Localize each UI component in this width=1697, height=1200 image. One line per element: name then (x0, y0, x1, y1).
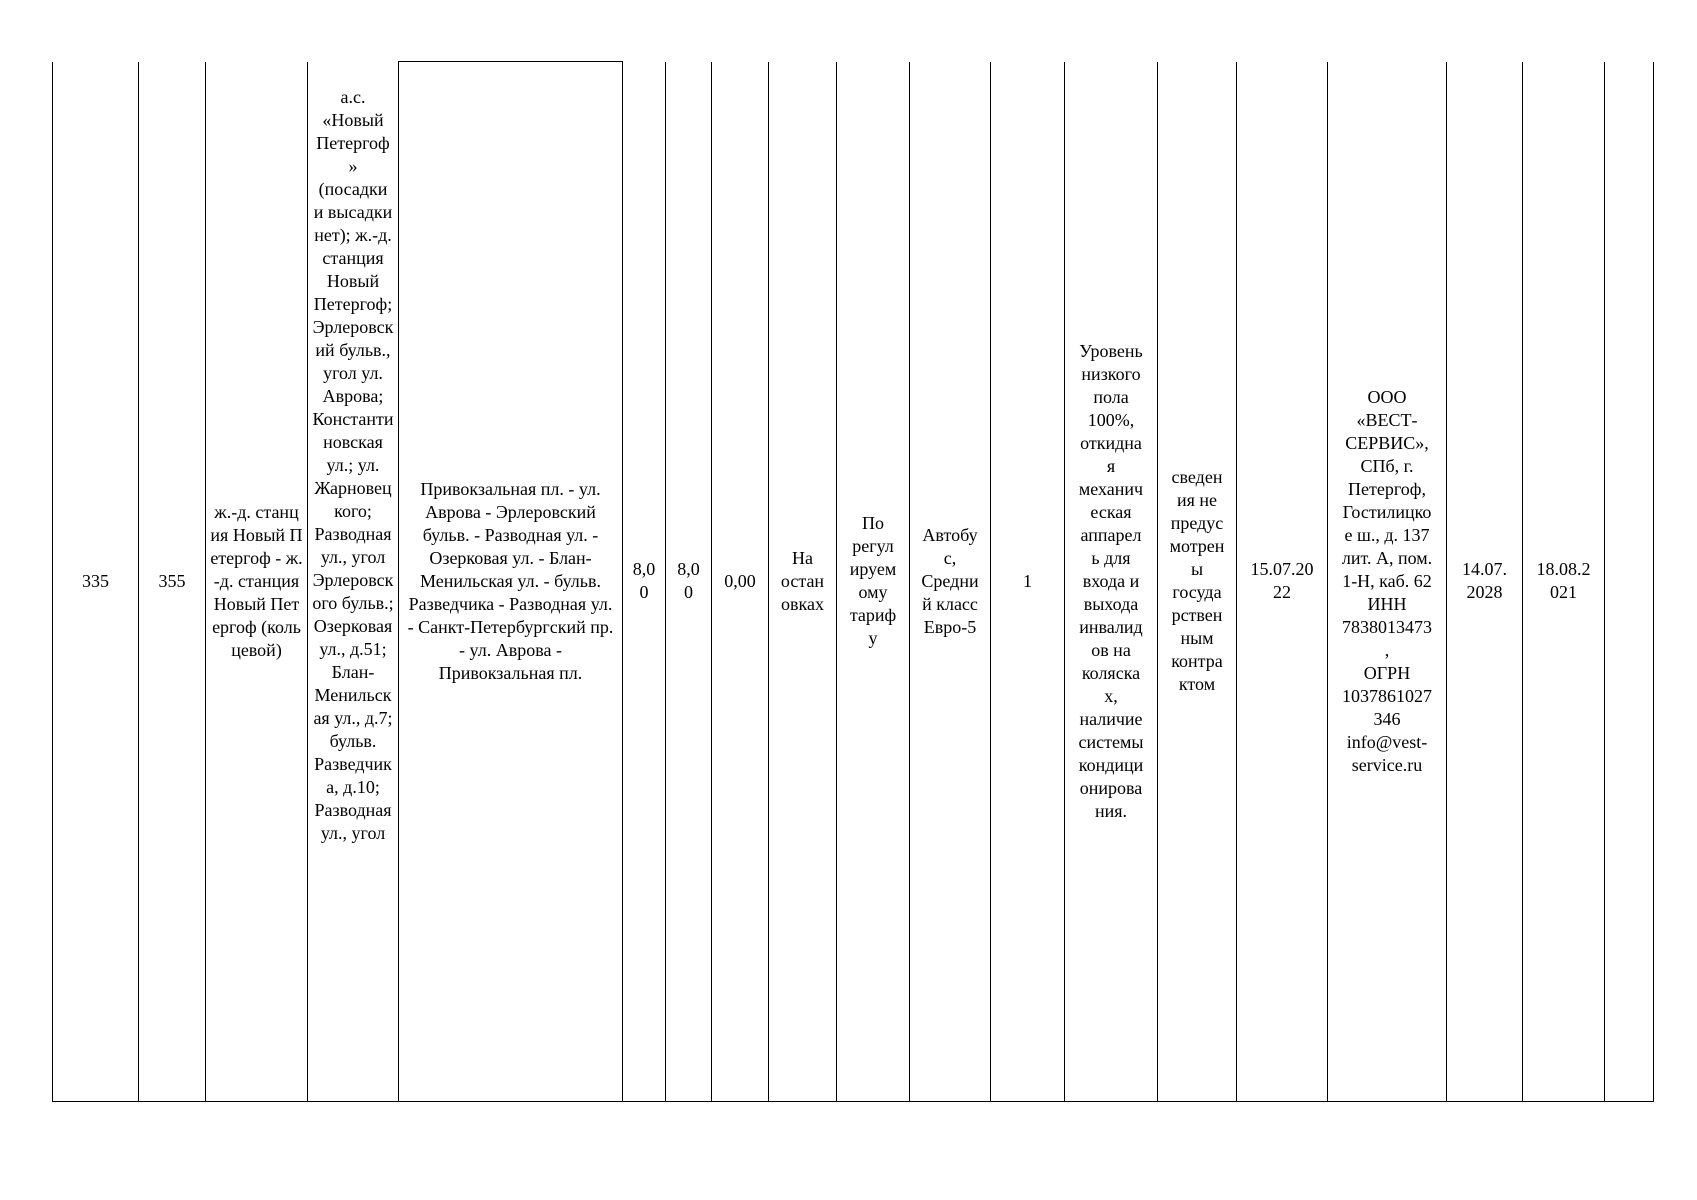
route-number: 355 (158, 570, 186, 591)
carrier-cell (1328, 62, 1447, 1102)
length-extra-cell (712, 62, 769, 1102)
vehicle-features: Уровень низкого пола 100%, откидна я механич еская аппарел ь для входа и выхода инвалид ов на коляска х, наличие системы кондици онирова ния. (1078, 340, 1144, 821)
length-forward: 8,0 0 (632, 559, 656, 603)
registry-number-cell (53, 62, 139, 1102)
vehicle-count-cell (991, 62, 1065, 1102)
contract-info-cell (1158, 62, 1237, 1102)
length-extra: 0,00 (724, 570, 756, 591)
boarding-procedure: На остан овках (780, 547, 825, 614)
tariff-type-cell (837, 62, 910, 1102)
start-date-cell (1237, 62, 1328, 1102)
extra-cell (1605, 62, 1654, 1102)
boarding-procedure-cell (769, 62, 837, 1102)
table-row (53, 62, 1654, 1102)
route-registry-table (52, 61, 1654, 1102)
registration-date: 18.08.2 021 (1536, 559, 1591, 603)
route-number-cell (139, 62, 206, 1102)
start-date: 15.07.20 22 (1250, 559, 1314, 603)
length-backward-cell (666, 62, 712, 1102)
route-name: ж.-д. станция Новый Петергоф - ж.-д. станция Новый Петергоф (кольцевой) (210, 501, 303, 660)
vehicle-count: 1 (1023, 570, 1032, 591)
length-forward-cell (623, 62, 666, 1102)
contract-info: сведен ия не предус мотрен ы госуда рствен ным контра ктом (1169, 467, 1225, 695)
end-date-cell (1447, 62, 1523, 1102)
registration-date-cell (1523, 62, 1605, 1102)
intermediate-stops-cell (308, 62, 399, 1102)
vehicle-features-cell (1065, 62, 1158, 1102)
vehicle-type: Автобу с, Средни й класс Евро-5 (921, 524, 979, 637)
route-name-cell (206, 62, 308, 1102)
carrier-info: ООО «ВЕСТ- СЕРВИС», СПб, г. Петергоф, Гостилицко е ш., д. 137 лит. А, пом. 1-Н, каб. 62 ИНН 7838013473 , ОГРН 1037861027 346 info@vest- service.ru (1341, 386, 1433, 775)
tariff-type: По регул ируем ому тариф у (849, 513, 897, 649)
length-backward: 8,0 0 (677, 559, 700, 603)
registry-number: 335 (82, 570, 109, 591)
intermediate-stops: а.с. «Новый Петергоф» (посадки и высадки нет); ж.-д. станция Новый Петергоф; Эрлеровский бульв., угол ул. Аврова; Константиновская ул.; ул. Жарновецкого; Разводная ул., угол Эрлеровского бульв.; Озерковая ул., д.51; Блан-Менильская ул., д.7; бульв. Разведчика, д.10; Разводная ул., угол (312, 86, 394, 843)
path-streets-cell (399, 62, 623, 1102)
path-streets: Привокзальная пл. - ул. Аврова - Эрлеровский бульв. - Разводная ул. - Озерковая ул. - Блан-Менильская ул. - бульв. Разведчика - Разводная ул. - Санкт-Петербургский пр. - ул. Аврова - Привокзальная пл. (407, 479, 614, 683)
end-date: 14.07. 2028 (1462, 559, 1507, 603)
vehicle-type-cell (910, 62, 991, 1102)
